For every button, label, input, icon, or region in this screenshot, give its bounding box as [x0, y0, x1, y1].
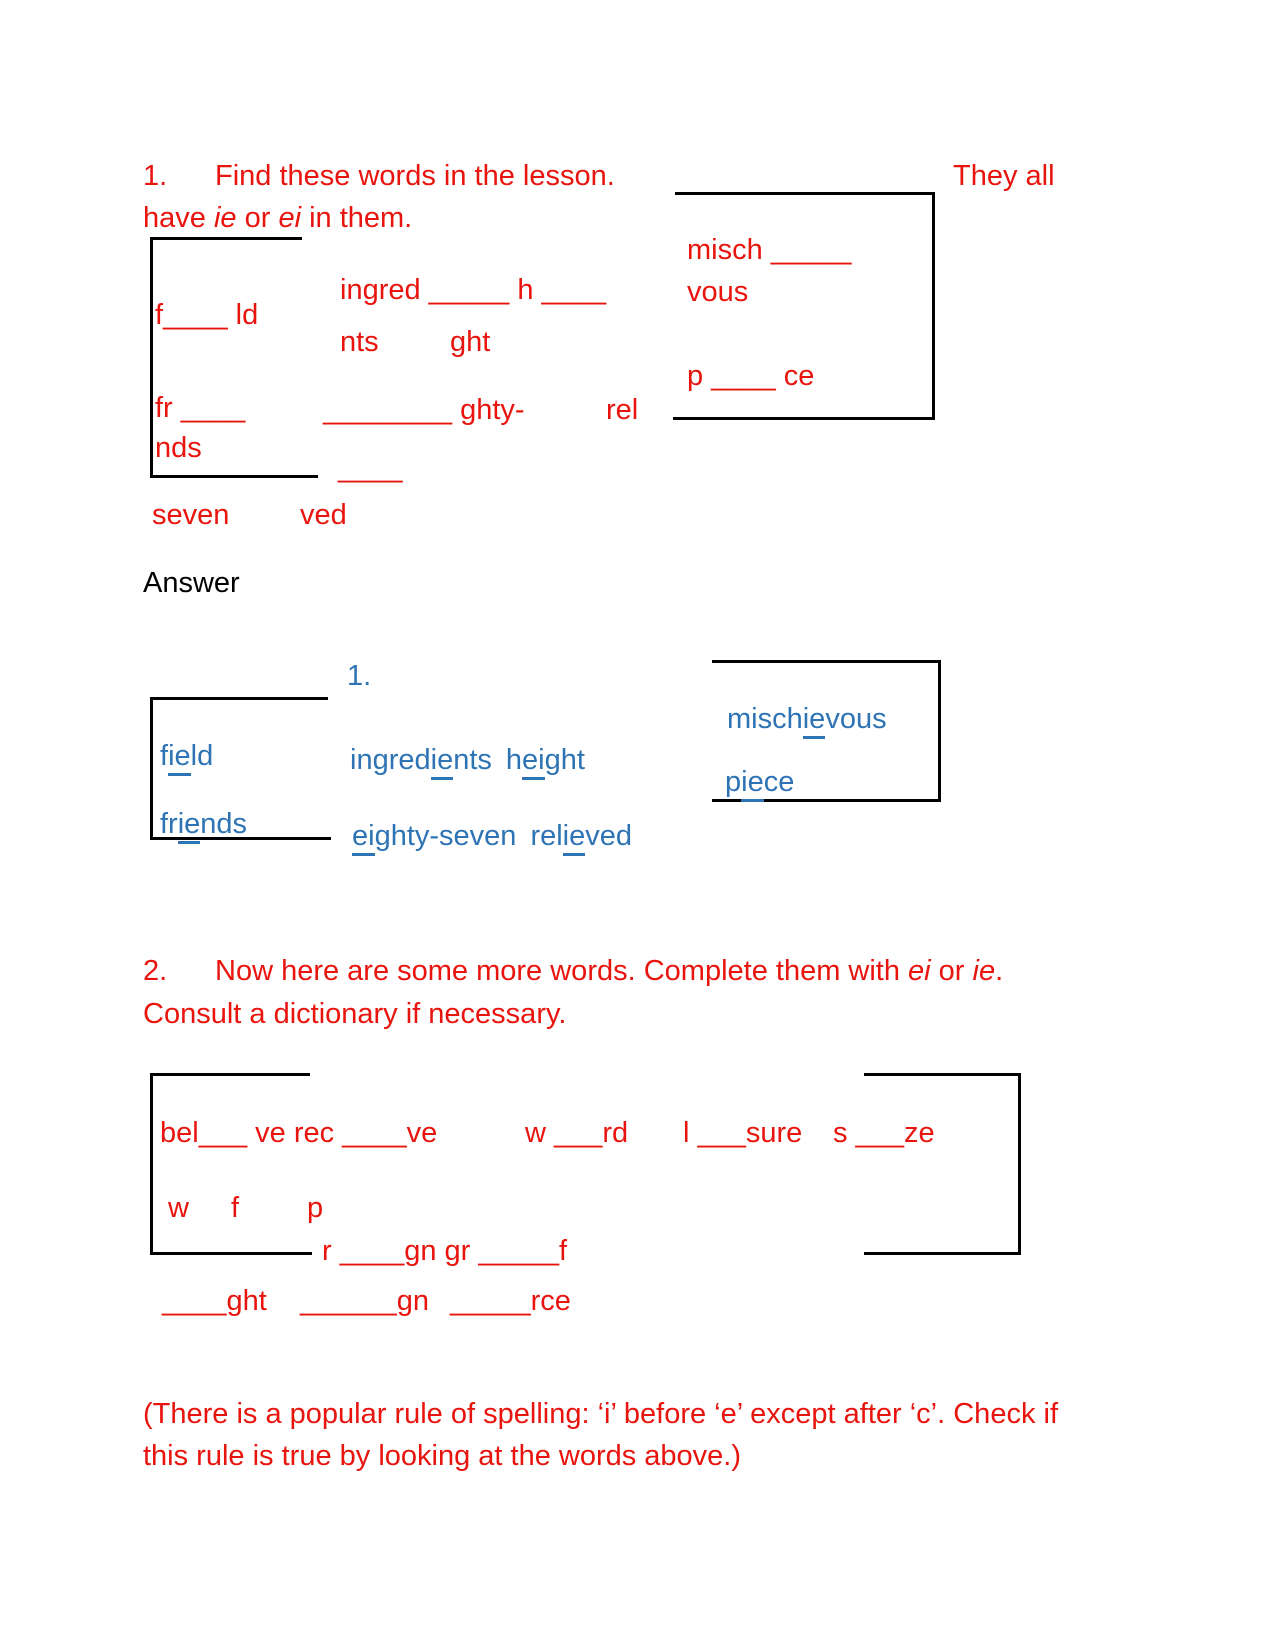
- fragment-height-line2: ght: [450, 326, 491, 358]
- piece-post: ce: [763, 766, 795, 798]
- answer-number: 1.: [347, 660, 372, 692]
- exercise-1-title-tail: They all: [953, 160, 1055, 192]
- fragment-f: f: [231, 1192, 240, 1224]
- fragment-friends-line1: fr ____: [155, 392, 246, 424]
- box2-top-right-border: [864, 1073, 1021, 1076]
- exercise-2-subtitle: Consult a dictionary if necessary.: [143, 998, 567, 1030]
- field-ie-underlined: ie: [168, 740, 191, 776]
- fragment-friends-line2: nds: [155, 432, 202, 464]
- subtitle-post: in them.: [301, 202, 413, 234]
- subtitle-ei-italic: ei: [278, 202, 302, 234]
- box1-right-top-border: [675, 192, 935, 195]
- answer-box-left-side-border: [150, 697, 153, 840]
- box1-left-bottom-border: [150, 475, 318, 478]
- eighty-ei-underlined: ei: [352, 820, 375, 856]
- fragment-foreign: ______gn: [300, 1285, 430, 1317]
- fragment-leisure: l ___sure: [683, 1117, 803, 1149]
- height-post: ght: [544, 744, 585, 776]
- fragment-weird: w ___rd: [525, 1117, 629, 1149]
- spelling-rule-note-line1: (There is a popular rule of spelling: ‘i’ before ‘e’ except after ‘c’. Check if: [143, 1398, 1059, 1430]
- fragment-relieved-line2: ved: [300, 499, 347, 531]
- box1-left-top-border: [150, 237, 302, 240]
- relieved-ie-underlined: ie: [563, 820, 586, 856]
- fragment-piece: p ____ ce: [687, 360, 815, 392]
- answer-word-friends: [160, 806, 247, 842]
- fragment-fierce: _____rce: [450, 1285, 571, 1317]
- exercise-1-number: 1.: [143, 160, 168, 192]
- exercise-2-title: [215, 953, 1003, 989]
- answer-box-left-top-border: [150, 697, 328, 700]
- answer-word-field: [160, 738, 213, 774]
- answer-word-piece: [725, 764, 794, 800]
- spelling-rule-note-line2: this rule is true by looking at the words above.): [143, 1440, 742, 1472]
- fragment-eight: ____ght: [162, 1285, 267, 1317]
- box2-right-side-border: [1018, 1073, 1021, 1255]
- answer-word-relieved: [530, 820, 632, 856]
- fragment-eighty-line1: ________ ghty-: [323, 394, 525, 426]
- exercise-2-title-pre: Now here are some more words. Complete them with: [215, 955, 909, 987]
- fragment-p: p: [307, 1192, 324, 1224]
- fragment-ingredients-height-line1: ingred _____ h ____: [340, 274, 607, 306]
- friends-ie-underlined: ie: [178, 808, 201, 844]
- exercise-2-ie-italic: ie: [972, 955, 996, 987]
- exercise-1-subtitle: [143, 200, 412, 236]
- friends-pre: fr: [160, 808, 178, 840]
- ingredients-pre: ingred: [350, 744, 431, 776]
- answer-word-mischievous: [727, 701, 887, 737]
- box2-left-side-border: [150, 1073, 153, 1255]
- ingredients-ie-underlined: ie: [431, 744, 454, 780]
- height-pre: h: [505, 744, 523, 776]
- exercise-2-ei-italic: ei: [908, 955, 931, 987]
- fragment-w: w: [168, 1192, 189, 1224]
- answer-word-height: [506, 744, 585, 780]
- eighty-post: ghty-seven: [374, 820, 517, 852]
- fragment-field: f____ ld: [155, 299, 259, 331]
- box2-bottom-right-border: [864, 1252, 1021, 1255]
- mischievous-pre: misch: [727, 703, 803, 735]
- fragment-relieved-line1: rel: [606, 394, 639, 426]
- mischievous-ie-underlined: ie: [803, 703, 826, 739]
- fragment-mischievous-line1: misch _____: [687, 234, 852, 266]
- exercise-2-title-post: .: [995, 955, 1004, 987]
- fragment-eighty-line2: ____: [338, 452, 403, 484]
- ingredients-post: nts: [453, 744, 492, 776]
- height-ei-underlined: ei: [522, 744, 545, 780]
- fragment-mischievous-line2: vous: [687, 276, 749, 308]
- fragment-reign-grief: r ____gn gr _____f: [322, 1235, 568, 1267]
- subtitle-ie-italic: ie: [213, 202, 237, 234]
- exercise-1-title: Find these words in the lesson.: [215, 160, 615, 192]
- piece-ie-underlined: ie: [741, 766, 764, 802]
- exercise-2-number: 2.: [143, 955, 168, 987]
- box1-left-side-border: [150, 237, 153, 478]
- exercise-2-title-mid: or: [930, 955, 973, 987]
- fragment-believe-receive: bel___ ve rec ____ve: [160, 1117, 438, 1149]
- subtitle-pre: have: [143, 202, 214, 234]
- box2-bottom-left-border: [150, 1252, 312, 1255]
- box1-right-side-border: [932, 192, 935, 420]
- answer-line-eighty-relieved: [352, 818, 632, 854]
- box2-top-left-border: [150, 1073, 310, 1076]
- answer-line-ingredients-height: [350, 742, 585, 778]
- answer-word-ingredients: [350, 744, 492, 780]
- answer-box-right-side-border: [938, 660, 941, 802]
- answer-word-eighty-seven: [352, 820, 516, 856]
- friends-post: nds: [200, 808, 248, 840]
- relieved-pre: rel: [530, 820, 563, 852]
- subtitle-mid: or: [236, 202, 279, 234]
- piece-pre: p: [725, 766, 742, 798]
- field-pre: f: [160, 740, 169, 772]
- fragment-ingredients-line2: nts: [340, 326, 379, 358]
- field-post: ld: [190, 740, 214, 772]
- mischievous-post: vous: [825, 703, 887, 735]
- box1-right-bottom-border: [673, 417, 935, 420]
- answers-heading: Answer: [143, 567, 240, 599]
- fragment-seize: s ___ze: [833, 1117, 935, 1149]
- fragment-seven: seven: [152, 499, 230, 531]
- relieved-post: ved: [585, 820, 633, 852]
- answer-box-right-top-border: [712, 660, 941, 663]
